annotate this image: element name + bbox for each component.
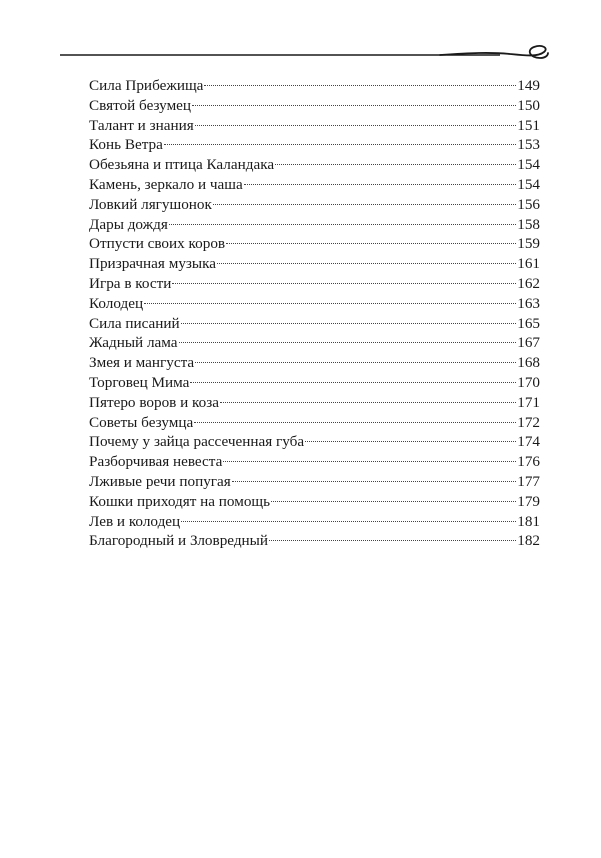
dot-leader [223,461,516,462]
toc-entry [89,393,540,413]
toc-entry-page-number: 161 [517,255,540,273]
toc-entry-page-number: 179 [517,492,540,510]
toc-entry [89,96,540,116]
toc-entry-page-number: 154 [517,175,540,193]
toc-entry-page-number: 159 [517,235,540,253]
toc-entry-title: Обезьяна и птица Каландака [89,156,275,174]
toc-entry [89,116,540,136]
toc-entry [89,314,540,334]
dot-leader [179,342,517,343]
toc-entry-title: Лев и колодец [89,512,181,530]
dot-leader [275,164,516,165]
toc-entry-page-number: 149 [517,77,540,94]
toc-entry [89,413,540,433]
toc-entry [89,195,540,215]
toc-entry-title: Сила писаний [89,314,180,332]
toc-entry-title: Змея и мангуста [89,354,195,372]
toc-entry-page-number: 162 [517,274,540,292]
toc-entry-title: Призрачная музыка [89,255,217,273]
toc-entry [89,512,540,532]
toc-entry-title: Камень, зеркало и чаша [89,175,243,193]
toc-entry-page-number: 182 [517,532,540,550]
dot-leader [204,85,516,86]
dot-leader [232,481,516,482]
dot-leader [226,243,516,244]
toc-entry-title: Дары дождя [89,215,168,233]
toc-entry-title: Советы безумца [89,413,194,431]
toc-entry-page-number: 172 [517,413,540,431]
toc-entry [89,234,540,254]
toc-entry [89,492,540,512]
toc-entry [89,373,540,393]
table-of-contents [89,76,540,551]
toc-entry [89,155,540,175]
toc-entry-title: Лживые речи попугая [89,472,231,490]
dot-leader [190,382,516,383]
dot-leader [220,402,516,403]
toc-entry-title: Пятеро воров и коза [89,393,219,411]
toc-entry-page-number: 167 [517,334,540,352]
toc-entry-page-number: 170 [517,373,540,391]
toc-entry [89,254,540,274]
toc-entry-page-number: 181 [517,512,540,530]
dot-leader [164,144,516,145]
dot-leader [195,125,517,126]
dot-leader [192,105,516,106]
toc-entry-page-number: 156 [517,195,540,213]
dot-leader [194,422,516,423]
toc-entry-page-number: 174 [517,433,540,451]
toc-entry [89,294,540,314]
dot-leader [172,283,516,284]
toc-entry-title: Отпусти своих коров [89,235,226,253]
dot-leader [181,323,517,324]
toc-entry-title: Торговец Мима [89,373,190,391]
toc-entry-title: Благородный и Зловредный [89,532,269,550]
toc-entry-title: Талант и знания [89,116,194,134]
toc-entry-title: Святой безумец [89,96,192,114]
toc-entry-title: Разборчивая невеста [89,453,223,471]
dot-leader [169,224,516,225]
toc-entry-page-number: 163 [517,294,540,312]
toc-entry [89,452,540,472]
dot-leader [271,501,516,502]
dot-leader [195,362,516,363]
toc-entry-page-number: 171 [517,393,540,411]
dot-leader [213,204,516,205]
dot-leader [305,441,516,442]
toc-entry-title: Игра в кости [89,274,172,292]
toc-entry-page-number: 154 [517,156,540,174]
toc-entry-page-number: 151 [517,116,540,134]
dot-leader [244,184,516,185]
toc-entry-page-number: 153 [517,136,540,154]
dot-leader [217,263,516,264]
toc-entry-title: Почему у зайца рассеченная губа [89,433,305,451]
toc-entry-page-number: 158 [517,215,540,233]
toc-entry [89,472,540,492]
dot-leader [181,521,516,522]
toc-entry [89,135,540,155]
toc-entry-page-number: 177 [517,472,540,490]
toc-entry-title: Конь Ветра [89,136,163,154]
toc-entry [89,76,540,96]
toc-entry-page-number: 176 [517,453,540,471]
dot-leader [144,303,516,304]
toc-entry [89,274,540,294]
toc-entry-page-number: 165 [517,314,540,332]
toc-entry [89,353,540,373]
toc-entry-title: Ловкий лягушонок [89,195,212,213]
decorative-header-rule [60,40,550,70]
toc-entry-title: Сила Прибежища [89,77,204,94]
toc-entry [89,175,540,195]
toc-entry-page-number: 168 [517,354,540,372]
toc-entry [89,333,540,353]
toc-entry-title: Кошки приходят на помощь [89,492,271,510]
toc-entry [89,432,540,452]
toc-entry-title: Жадный лама [89,334,178,352]
toc-entry-page-number: 150 [517,96,540,114]
toc-entry-title: Колодец [89,294,144,312]
dot-leader [269,540,516,541]
toc-entry [89,215,540,235]
toc-entry [89,531,540,551]
